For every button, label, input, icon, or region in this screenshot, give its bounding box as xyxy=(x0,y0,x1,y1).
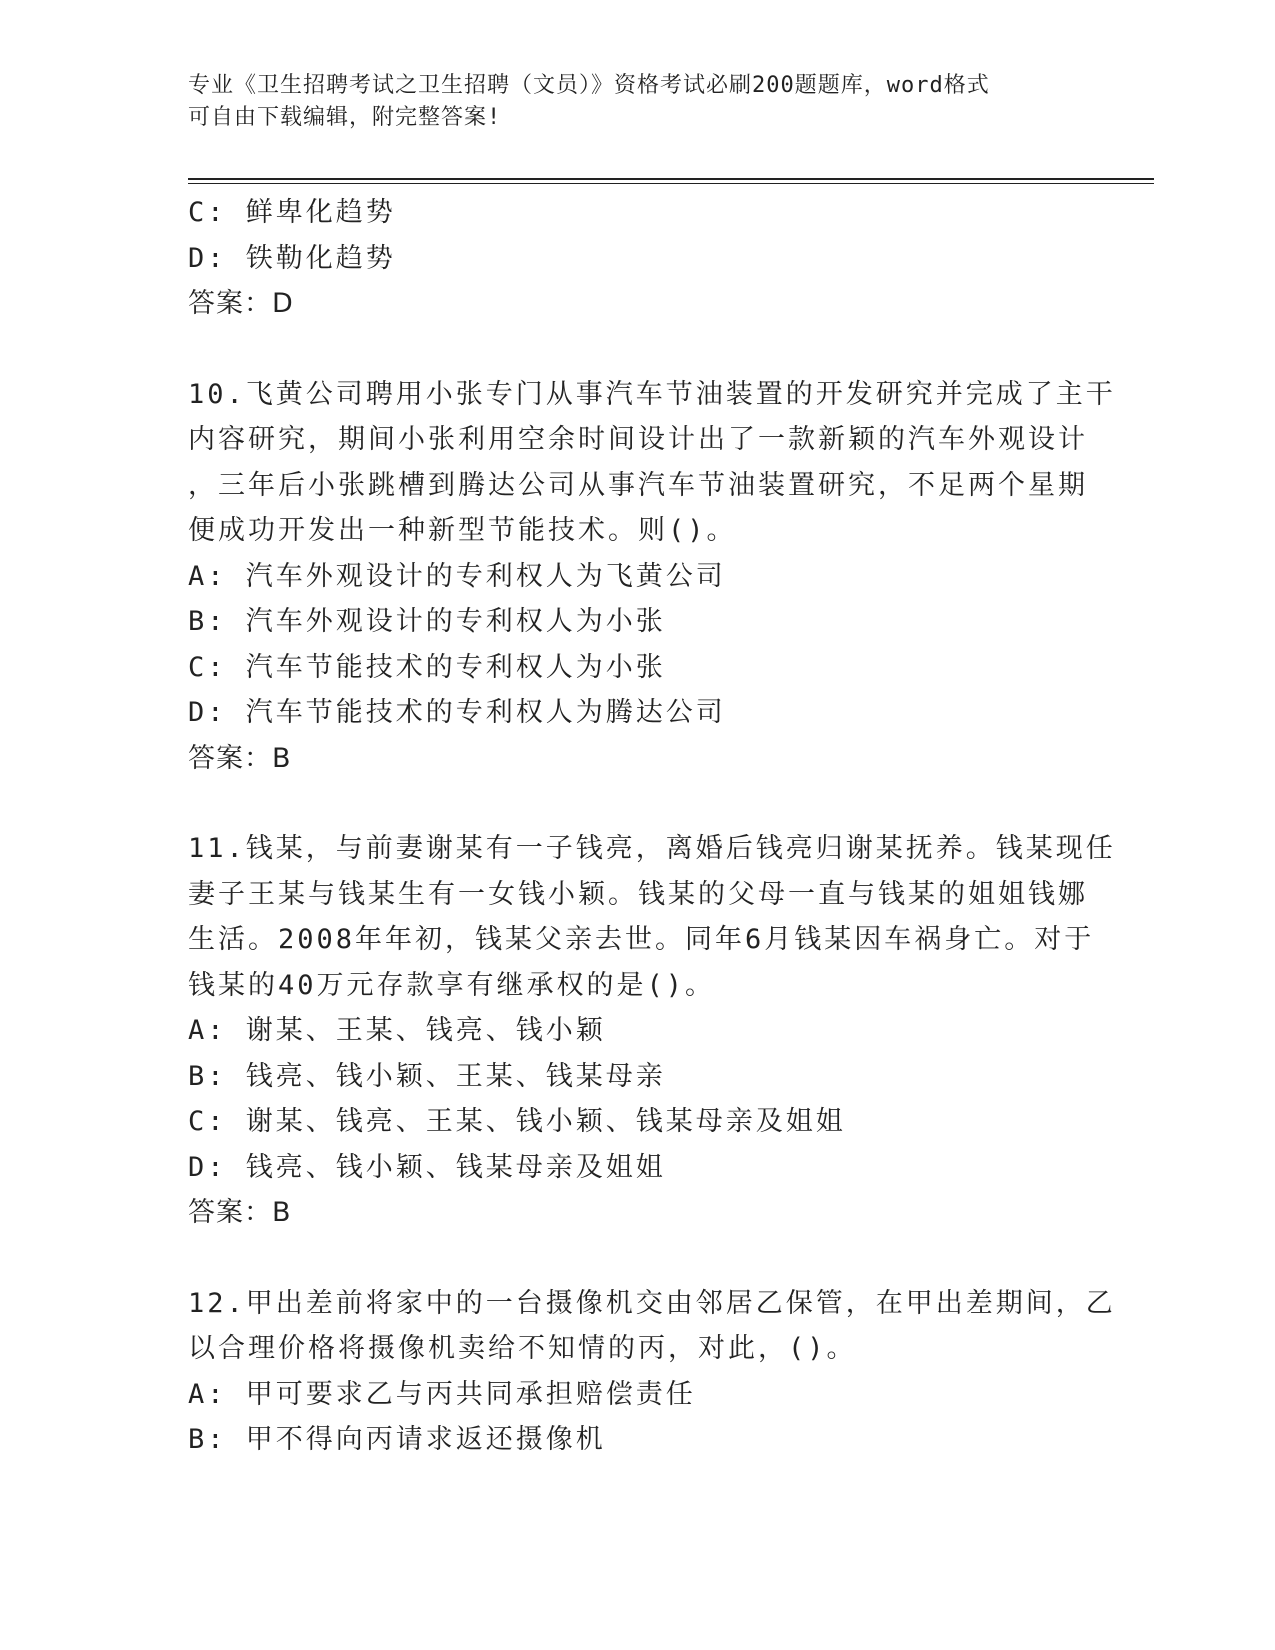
option-c: C: 鲜卑化趋势 xyxy=(188,197,396,228)
question-text-line: ，三年后小张跳槽到腾达公司从事汽车节油装置研究，不足两个星期 xyxy=(188,469,1088,501)
question-11 xyxy=(188,826,1116,1236)
option-b: B: 钱亮、钱小颖、王某、钱某母亲 xyxy=(188,1060,666,1092)
question-10 xyxy=(188,372,1116,782)
question-text-line: 12.甲出差前将家中的一台摄像机交由邻居乙保管，在甲出差期间，乙 xyxy=(188,1287,1116,1319)
question-text-line: 钱某的40万元存款享有继承权的是()。 xyxy=(188,969,716,1001)
option-d: D: 钱亮、钱小颖、钱某母亲及姐姐 xyxy=(188,1151,666,1183)
option-c: C: 谢某、钱亮、王某、钱小颖、钱某母亲及姐姐 xyxy=(188,1106,846,1137)
option-a: A: 谢某、王某、钱亮、钱小颖 xyxy=(188,1015,606,1046)
option-a: A: 甲可要求乙与丙共同承担赔偿责任 xyxy=(188,1378,696,1410)
question-text-line: 生活。2008年年初，钱某父亲去世。同年6月钱某因车祸身亡。对于 xyxy=(188,924,1095,955)
spacer xyxy=(188,781,1068,826)
option-d: D: 铁勒化趋势 xyxy=(188,242,396,274)
spacer xyxy=(188,1236,1068,1281)
option-a: A: 汽车外观设计的专利权人为飞黄公司 xyxy=(188,560,726,592)
question-text-line: 以合理价格将摄像机卖给不知情的丙，对此，()。 xyxy=(188,1333,857,1364)
document-body xyxy=(188,190,1116,1463)
document-header xyxy=(188,70,1088,134)
header-divider-thick xyxy=(188,178,1154,180)
header-divider-thin xyxy=(188,183,1154,184)
question-12 xyxy=(188,1281,1116,1463)
question-9 xyxy=(188,190,1068,327)
header-line-1: 专业《卫生招聘考试之卫生招聘（文员）》资格考试必刷200题题库，word格式 xyxy=(188,73,990,98)
answer: 答案：D xyxy=(188,288,294,319)
header-line-2: 可自由下载编辑，附完整答案! xyxy=(188,105,502,130)
spacer xyxy=(188,327,1068,372)
option-c: C: 汽车节能技术的专利权人为小张 xyxy=(188,651,666,683)
question-text-line: 便成功开发出一种新型节能技术。则()。 xyxy=(188,515,737,546)
option-d: D: 汽车节能技术的专利权人为腾达公司 xyxy=(188,697,726,728)
question-text-line: 内容研究，期间小张利用空余时间设计出了一款新颖的汽车外观设计 xyxy=(188,424,1088,455)
question-text-line: 10.飞黄公司聘用小张专门从事汽车节油装置的开发研究并完成了主干 xyxy=(188,378,1116,410)
option-b: B: 汽车外观设计的专利权人为小张 xyxy=(188,606,666,637)
option-b: B: 甲不得向丙请求返还摄像机 xyxy=(188,1424,606,1455)
question-text-line: 11.钱某，与前妻谢某有一子钱亮，离婚后钱亮归谢某抚养。钱某现任 xyxy=(188,833,1116,864)
answer: 答案：B xyxy=(188,742,292,774)
answer: 答案：B xyxy=(188,1197,292,1228)
question-text-line: 妻子王某与钱某生有一女钱小颖。钱某的父母一直与钱某的姐姐钱娜 xyxy=(188,878,1088,910)
